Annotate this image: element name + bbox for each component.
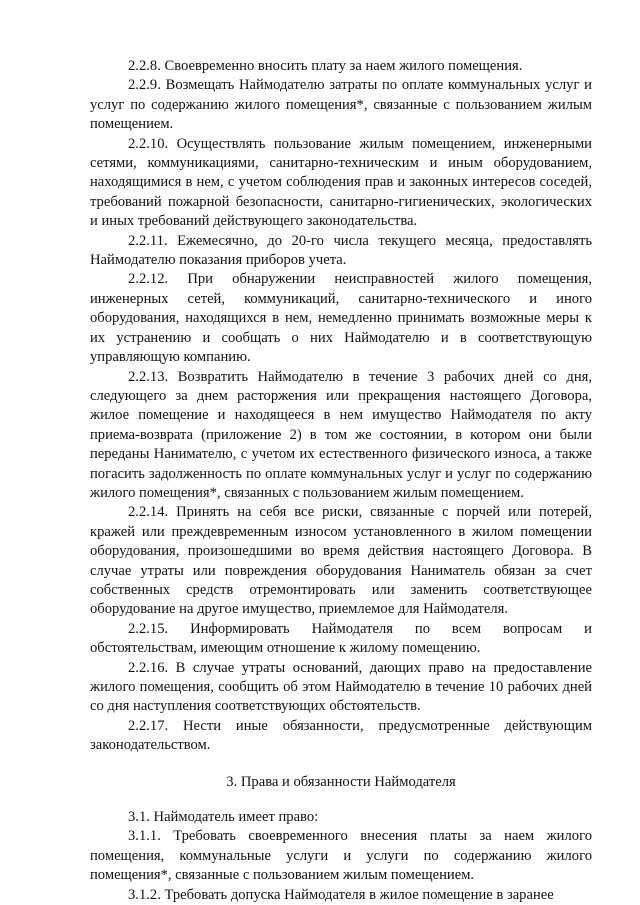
clause-3-1-2: 3.1.2. Требовать допуска Наймодателя в жилое помещение в заранее bbox=[128, 886, 554, 903]
clause-2-2-14: 2.2.14. Принять на себя все риски, связанные с порчей или потерей, кражей или преждевременным износом установленного в жилом помещении оборудования, произошедшими во время действия настоящего Договора. В случае утраты или повреждения оборудования Наниматель обязан за счет собственных средств отремонтировать или заменить соответствующее оборудование на другое имущество, приемлемое для Наймодателя. bbox=[90, 504, 592, 618]
clause-2-2-15: 2.2.15. Информировать Наймодателя по всем вопросам и обстоятельствам, имеющим отношение к жилому помещению. bbox=[90, 620, 592, 657]
clause-2-2-16: 2.2.16. В случае утраты оснований, дающих право на предоставление жилого помещения, сообщить об этом Наймодателю в течение 10 рабочих дней со дня наступления соответствующих обстоятельств. bbox=[90, 659, 592, 715]
clause-2-2-17: 2.2.17. Нести иные обязанности, предусмотренные действующим законодательством. bbox=[90, 717, 592, 754]
clause-2-2-12: 2.2.12. При обнаружении неисправностей жилого помещения, инженерных сетей, коммуникаций, санитарно-технического и иного оборудования, находящихся в нем, немедленно принимать возможные меры к их устранению и сообщать о них Наймодателю и в соответствующую управляющую компанию. bbox=[90, 271, 592, 366]
clause-3-1-1: 3.1.1. Требовать своевременного внесения платы за наем жилого помещения, коммунальные услуги и услуги по содержанию жилого помещения*, связанные с пользованием жилым помещением. bbox=[90, 828, 592, 884]
clause-2-2-13: 2.2.13. Возвратить Наймодателю в течение 3 рабочих дней со дня, следующего за днем расторжения или прекращения настоящего Договора, жилое помещение и находящееся в нем имущество Наймодателя по акту приема-возврата (приложение 2) в том же состоянии, в котором они были переданы Нанимателю, с учетом их естественного физического износа, а также погасить задолженность по оплате коммунальных услуг и услуг по содержанию жилого помещения*, связанных с пользованием жилым помещением. bbox=[90, 368, 592, 501]
document-page bbox=[90, 57, 592, 905]
clause-2-2-8: 2.2.8. Своевременно вносить плату за наем жилого помещения. bbox=[128, 58, 523, 74]
clause-2-2-10: 2.2.10. Осуществлять пользование жилым помещением, инженерными сетями, коммуникациями, санитарно-техническим и иным оборудованием, находящимися в нем, с учетом соблюдения прав и законных интересов соседей, требований пожарной безопасности, санитарно-гигиенических, экологических и иных требований действующего законодательства. bbox=[90, 135, 592, 230]
section-heading: 3. Права и обязанности Наймодателя bbox=[226, 773, 456, 790]
clause-3-1: 3.1. Наймодатель имеет право: bbox=[128, 809, 319, 826]
clause-2-2-9: 2.2.9. Возмещать Наймодателю затраты по оплате коммунальных услуг и услуг по содержанию жилого помещения*, связанные с пользованием жилым помещением. bbox=[90, 77, 592, 133]
clause-2-2-11: 2.2.11. Ежемесячно, до 20-го числа текущего месяца, предоставлять Наймодателю показания приборов учета. bbox=[90, 232, 592, 269]
